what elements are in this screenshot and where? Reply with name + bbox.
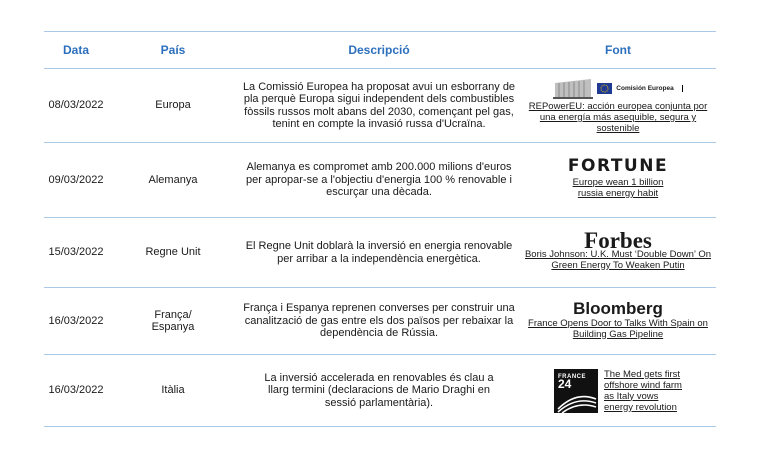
row-date: 08/03/2022 bbox=[48, 99, 104, 112]
ec-logo-text: Comisión Europea bbox=[616, 85, 682, 92]
row-country: Europa bbox=[155, 99, 191, 112]
header-row bbox=[44, 32, 716, 69]
france24-arcs-icon bbox=[554, 369, 598, 413]
table-row bbox=[44, 143, 716, 218]
row-description: La inversió accelerada en renovables és clau a llarg termini (declaracions de Mario Draghi en sessió parlamentària). bbox=[264, 371, 494, 409]
row-description: França i Espanya reprenen converses per construir una canalització de gas entre els dos països per rebaixar la dependència de Rússia. bbox=[243, 302, 515, 340]
energy-news-table-wrapper bbox=[44, 31, 716, 427]
row-date: 16/03/2022 bbox=[48, 314, 104, 327]
source-link[interactable]: Europe wean 1 billion russia energy habit bbox=[572, 177, 664, 199]
row-country: Regne Unit bbox=[145, 246, 201, 259]
fortune-logo: FORTUNE bbox=[567, 156, 669, 176]
row-source bbox=[520, 218, 716, 288]
forbes-logo: Forbes bbox=[584, 227, 652, 253]
row-description: El Regne Unit doblarà la inversió en energia renovable per arribar a la independència energètica. bbox=[245, 240, 513, 265]
table-row bbox=[44, 288, 716, 355]
ec-building-icon bbox=[553, 77, 593, 99]
france24-logo-line2: 24 bbox=[558, 376, 572, 391]
source-link[interactable]: Boris Johnson: U.K. Must ‘Double Down’ On Green Energy To Weaken Putin bbox=[524, 248, 712, 271]
row-country: França/ Espanya bbox=[151, 308, 195, 333]
row-description: Alemanya es compromet amb 200.000 milions d'euros per apropar-se a l'objectiu d'energia 100 % renovable i escurçar una dècada. bbox=[246, 161, 512, 199]
france24-logo bbox=[554, 369, 598, 413]
row-country: Alemanya bbox=[148, 173, 198, 186]
table-row bbox=[44, 69, 716, 143]
header-date: Data bbox=[62, 43, 89, 57]
row-date: 16/03/2022 bbox=[48, 384, 104, 397]
row-country: Itàlia bbox=[161, 384, 185, 397]
france24-source bbox=[521, 369, 715, 413]
header-description: Descripció bbox=[348, 43, 410, 57]
header-source: Font bbox=[605, 43, 631, 57]
table-row bbox=[44, 218, 716, 288]
row-date: 15/03/2022 bbox=[48, 246, 104, 259]
row-source bbox=[520, 69, 716, 143]
source-link[interactable]: REPowerEU: acción europea conjunta por una energía más asequible, segura y sostenible bbox=[528, 101, 708, 134]
row-date: 09/03/2022 bbox=[48, 173, 104, 186]
header-country: País bbox=[160, 43, 186, 57]
source-link[interactable]: France Opens Door to Talks With Spain on Building Gas Pipeline bbox=[528, 317, 708, 340]
table-row bbox=[44, 355, 716, 427]
eu-flag-icon bbox=[597, 83, 612, 94]
bloomberg-logo: Bloomberg bbox=[573, 298, 663, 318]
energy-news-table bbox=[44, 31, 716, 427]
row-source bbox=[520, 288, 716, 355]
row-description: La Comissió Europea ha proposat avui un esborrany de pla perquè Europa sigui independent dels combustibles fòssils russos molt abans del 2030, començant pel gas, tenint en compte la invasió russa d'Ucraïna. bbox=[242, 80, 516, 130]
france24-logo-line1: FRANCE bbox=[558, 373, 586, 380]
row-source bbox=[520, 355, 716, 427]
row-source bbox=[520, 143, 716, 218]
source-link[interactable]: The Med gets first offshore wind farm as Italy vows energy revolution bbox=[604, 368, 682, 413]
european-commission-logo bbox=[521, 77, 715, 99]
